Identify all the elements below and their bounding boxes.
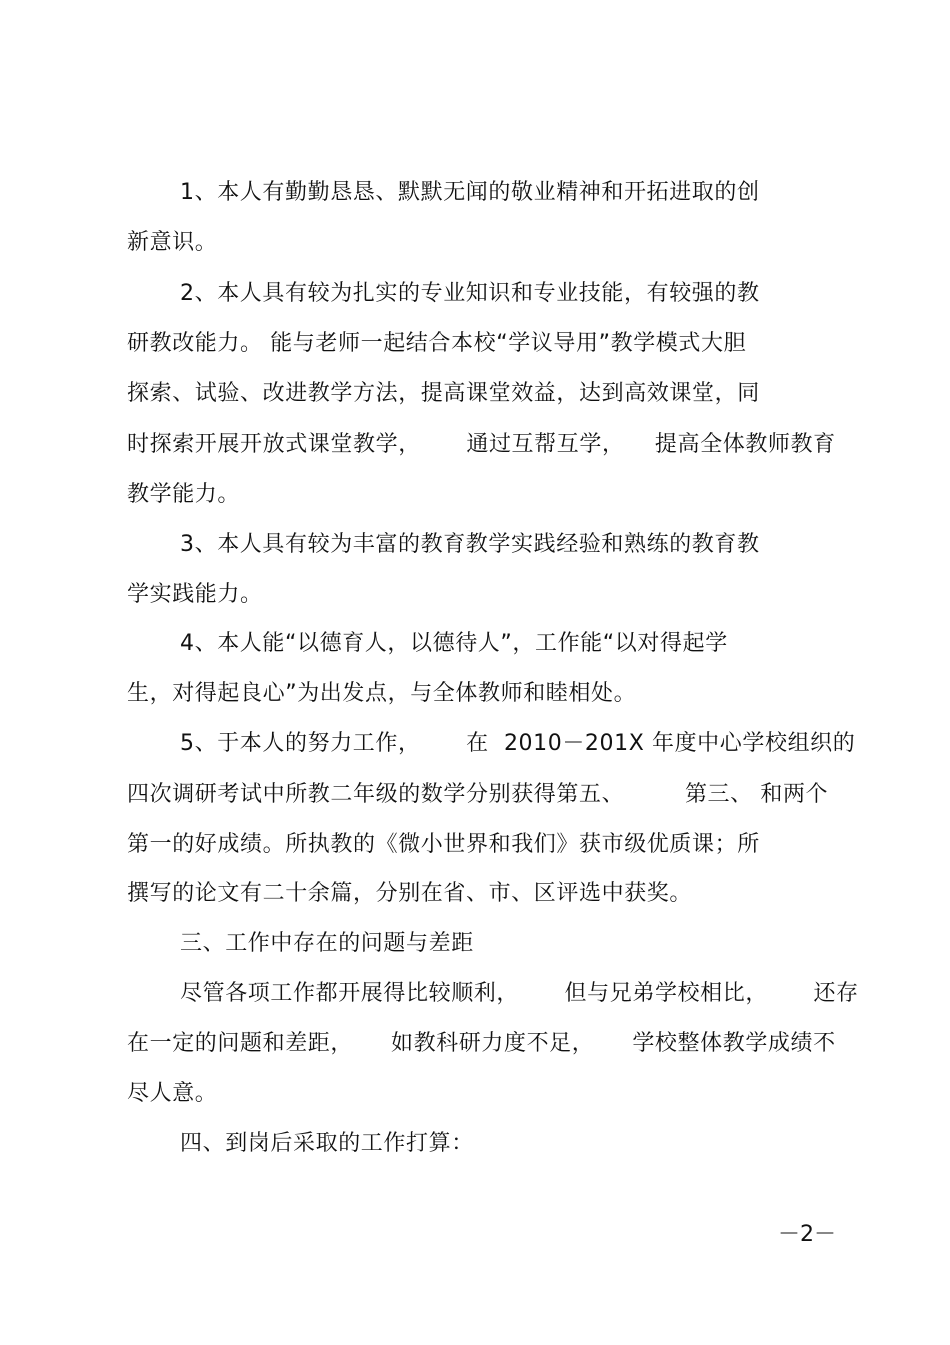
text-line: 2、本人具有较为扎实的专业知识和专业技能，有较强的教 <box>180 281 760 306</box>
page-number: －2－ <box>778 1222 836 1247</box>
text-line: 四次调研考试中所教二年级的数学分别获得第五、 第三、 和两个 <box>127 782 829 807</box>
text-line: 尽人意。 <box>127 1081 218 1106</box>
text-line: 教学能力。 <box>127 482 241 507</box>
text-line: 生，对得起良心”为出发点，与全体教师和睦相处。 <box>127 681 637 706</box>
section-heading: 四、到岗后采取的工作打算： <box>180 1131 474 1156</box>
text-line: 在一定的问题和差距， 如教科研力度不足， 学校整体教学成绩不 <box>127 1031 836 1056</box>
text-line: 研教改能力。 能与老师一起结合本校“学议导用”教学模式大胆 <box>127 331 747 356</box>
text-line: 3、本人具有较为丰富的教育教学实践经验和熟练的教育教 <box>180 532 760 557</box>
section-heading: 三、工作中存在的问题与差距 <box>180 931 474 956</box>
text-line: 1、本人有勤勤恳恳、默默无闻的敬业精神和开拓进取的创 <box>180 180 760 205</box>
text-line: 探索、试验、改进教学方法，提高课堂效益，达到高效课堂，同 <box>127 381 760 406</box>
text-line: 学实践能力。 <box>127 582 263 607</box>
text-line: 尽管各项工作都开展得比较顺利， 但与兄弟学校相比， 还存 <box>180 981 859 1006</box>
text-line: 4、本人能“以德育人，以德待人”，工作能“以对得起学 <box>180 631 728 656</box>
text-line: 5、于本人的努力工作， 在 2010－201X 年度中心学校组织的 <box>180 731 856 756</box>
text-line: 撰写的论文有二十余篇，分别在省、市、区评选中获奖。 <box>127 881 693 906</box>
text-line: 新意识。 <box>127 230 218 255</box>
text-line: 第一的好成绩。所执教的《微小世界和我们》获市级优质课；所 <box>127 832 760 857</box>
text-line: 时探索开展开放式课堂教学， 通过互帮互学， 提高全体教师教育 <box>127 432 836 457</box>
